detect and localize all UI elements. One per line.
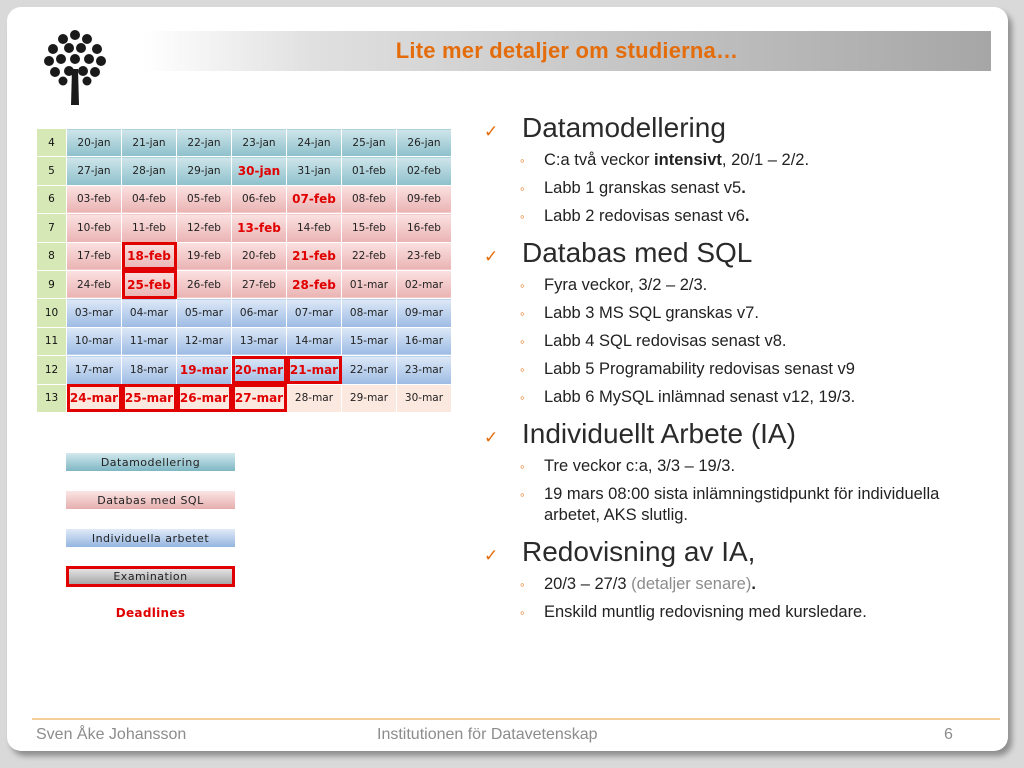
deadline-date-cell: 20-mar — [232, 356, 287, 384]
date-cell: 19-feb — [177, 242, 232, 270]
bullet-section — [484, 536, 984, 623]
sub-bullet-item — [520, 303, 984, 324]
date-cell: 02-feb — [397, 157, 452, 185]
bullet-circle-icon: ◦ — [520, 153, 525, 168]
bullet-text: . — [744, 207, 750, 225]
date-cell: 05-feb — [177, 185, 232, 213]
checkmark-icon: ✓ — [484, 546, 499, 565]
deadline-date-cell: 07-feb — [287, 185, 342, 213]
bullet-text: Fyra veckor, 3/2 – 2/3. — [544, 276, 708, 294]
week-number: 12 — [37, 356, 67, 384]
bullet-text: Tre veckor c:a, 3/3 – 19/3. — [544, 457, 736, 475]
date-cell: 25-jan — [342, 129, 397, 157]
date-cell: 06-mar — [232, 299, 287, 327]
checkmark-icon: ✓ — [484, 247, 499, 266]
date-cell: 30-mar — [397, 384, 452, 412]
slide-title: Lite mer detaljer om studierna… — [395, 38, 739, 63]
deadline-date-cell: 21-feb — [287, 242, 342, 270]
bullet-circle-icon: ◦ — [520, 362, 525, 377]
bullet-text: C:a två veckor — [544, 151, 655, 169]
bullet-circle-icon: ◦ — [520, 459, 525, 474]
bullet-circle-icon: ◦ — [520, 278, 525, 293]
week-number: 8 — [37, 242, 67, 270]
bullet-text: 19 mars 08:00 sista inlämningstidpunkt för individuella arbetet, AKS slutlig. — [544, 485, 940, 524]
date-cell: 15-feb — [342, 214, 397, 242]
date-cell: 31-jan — [287, 157, 342, 185]
footer-author: Sven Åke Johansson — [36, 726, 187, 743]
date-cell: 22-feb — [342, 242, 397, 270]
bullet-text: Labb 6 MySQL inlämnad senast v12, 19/3. — [544, 388, 856, 406]
bullet-content — [484, 112, 984, 633]
date-cell: 02-mar — [397, 270, 452, 298]
date-cell: 23-mar — [397, 356, 452, 384]
schedule-row — [37, 129, 452, 157]
deadline-date-cell: 25-mar — [122, 384, 177, 412]
sub-bullet-list — [484, 456, 984, 526]
date-cell: 11-feb — [122, 214, 177, 242]
sub-bullet-item — [520, 275, 984, 296]
page-number: 6 — [944, 726, 953, 743]
date-cell: 28-mar — [287, 384, 342, 412]
date-cell: 09-feb — [397, 185, 452, 213]
checkmark-icon: ✓ — [484, 428, 499, 447]
week-number: 6 — [37, 185, 67, 213]
bullet-text: Labb 4 SQL redovisas senast v8. — [544, 332, 787, 350]
deadline-date-cell: 24-mar — [67, 384, 122, 412]
date-cell: 20-jan — [67, 129, 122, 157]
deadline-date-cell: 30-jan — [232, 157, 287, 185]
schedule-row — [37, 214, 452, 242]
date-cell: 01-mar — [342, 270, 397, 298]
bullet-section — [484, 237, 984, 408]
bullet-text: intensivt — [654, 151, 722, 169]
bullet-circle-icon: ◦ — [520, 209, 525, 224]
sub-bullet-item — [520, 456, 984, 477]
bullet-text: 20/3 – 27/3 — [544, 575, 632, 593]
legend-deadlines: Deadlines — [115, 606, 186, 620]
bullet-circle-icon: ◦ — [520, 390, 525, 405]
bullet-text: Labb 2 redovisas senast v6 — [544, 207, 745, 225]
week-number: 7 — [37, 214, 67, 242]
sub-bullet-item — [520, 331, 984, 352]
date-cell: 05-mar — [177, 299, 232, 327]
date-cell: 13-mar — [232, 327, 287, 355]
date-cell: 22-mar — [342, 356, 397, 384]
deadline-date-cell: 19-mar — [177, 356, 232, 384]
schedule-row — [37, 185, 452, 213]
date-cell: 08-mar — [342, 299, 397, 327]
date-cell: 15-mar — [342, 327, 397, 355]
sub-bullet-item — [520, 574, 984, 595]
date-cell: 06-feb — [232, 185, 287, 213]
sub-bullet-list — [484, 275, 984, 408]
tree-logo-icon — [43, 29, 107, 107]
date-cell: 23-jan — [232, 129, 287, 157]
date-cell: 18-mar — [122, 356, 177, 384]
checkmark-icon: ✓ — [484, 122, 499, 141]
date-cell: 16-mar — [397, 327, 452, 355]
date-cell: 17-feb — [67, 242, 122, 270]
schedule-row — [37, 242, 452, 270]
section-heading — [484, 536, 984, 568]
footer-divider — [32, 718, 1000, 720]
sub-bullet-item — [520, 387, 984, 408]
date-cell: 23-feb — [397, 242, 452, 270]
date-cell: 07-mar — [287, 299, 342, 327]
bullet-circle-icon: ◦ — [520, 181, 525, 196]
deadline-date-cell: 28-feb — [287, 270, 342, 298]
bullet-circle-icon: ◦ — [520, 487, 525, 502]
schedule-row — [37, 356, 452, 384]
date-cell: 11-mar — [122, 327, 177, 355]
date-cell: 21-jan — [122, 129, 177, 157]
deadline-date-cell: 26-mar — [177, 384, 232, 412]
date-cell: 08-feb — [342, 185, 397, 213]
date-cell: 26-jan — [397, 129, 452, 157]
footer-institution: Institutionen för Datavetenskap — [377, 726, 598, 743]
bullet-text: . — [741, 179, 746, 197]
deadline-date-cell: 18-feb — [122, 242, 177, 270]
section-heading-text: Datamodellering — [522, 112, 726, 143]
section-heading-text: Databas med SQL — [522, 237, 753, 268]
date-cell: 16-feb — [397, 214, 452, 242]
bullet-text: Labb 5 Programability redovisas senast v9 — [544, 360, 855, 378]
sub-bullet-item — [520, 178, 984, 199]
sub-bullet-item — [520, 206, 984, 227]
deadline-date-cell: 13-feb — [232, 214, 287, 242]
sub-bullet-item — [520, 484, 984, 526]
legend-individuella-arbetet: Individuella arbetet — [66, 529, 235, 547]
bullet-circle-icon: ◦ — [520, 605, 525, 620]
date-cell: 27-jan — [67, 157, 122, 185]
bullet-section — [484, 418, 984, 526]
date-cell: 29-mar — [342, 384, 397, 412]
date-cell: 24-feb — [67, 270, 122, 298]
bullet-circle-icon: ◦ — [520, 306, 525, 321]
date-cell: 01-feb — [342, 157, 397, 185]
legend-datamodellering: Datamodellering — [66, 453, 235, 471]
date-cell: 22-jan — [177, 129, 232, 157]
date-cell: 10-mar — [67, 327, 122, 355]
deadline-date-cell: 21-mar — [287, 356, 342, 384]
date-cell: 17-mar — [67, 356, 122, 384]
schedule-row — [37, 384, 452, 412]
date-cell: 29-jan — [177, 157, 232, 185]
section-heading — [484, 237, 984, 269]
date-cell: 24-jan — [287, 129, 342, 157]
date-cell: 28-jan — [122, 157, 177, 185]
date-cell: 12-mar — [177, 327, 232, 355]
bullet-text: (detaljer senare) — [631, 575, 752, 593]
week-number: 11 — [37, 327, 67, 355]
legend-examination: Examination — [66, 566, 235, 587]
section-heading — [484, 112, 984, 144]
sub-bullet-list — [484, 574, 984, 623]
schedule-row — [37, 157, 452, 185]
date-cell: 03-feb — [67, 185, 122, 213]
bullet-section — [484, 112, 984, 227]
bullet-text: Labb 1 granskas senast v5 — [544, 179, 742, 197]
sub-bullet-item — [520, 602, 984, 623]
date-cell: 10-feb — [67, 214, 122, 242]
section-heading-text: Individuellt Arbete (IA) — [522, 418, 796, 449]
deadline-date-cell: 25-feb — [122, 270, 177, 298]
section-heading — [484, 418, 984, 450]
bullet-text: . — [751, 575, 756, 593]
sub-bullet-list — [484, 150, 984, 227]
date-cell: 04-mar — [122, 299, 177, 327]
bullet-text: Labb 3 MS SQL granskas v7. — [544, 304, 759, 322]
date-cell: 04-feb — [122, 185, 177, 213]
date-cell: 26-feb — [177, 270, 232, 298]
date-cell: 03-mar — [67, 299, 122, 327]
legend-databas-med-sql: Databas med SQL — [66, 491, 235, 509]
sub-bullet-item — [520, 359, 984, 380]
date-cell: 14-feb — [287, 214, 342, 242]
deadline-date-cell: 27-mar — [232, 384, 287, 412]
date-cell: 12-feb — [177, 214, 232, 242]
schedule-row — [37, 270, 452, 298]
schedule-table — [36, 128, 452, 413]
bullet-text: Enskild muntlig redovisning med kursledare. — [544, 603, 867, 621]
date-cell: 14-mar — [287, 327, 342, 355]
date-cell: 20-feb — [232, 242, 287, 270]
week-number: 10 — [37, 299, 67, 327]
date-cell: 27-feb — [232, 270, 287, 298]
schedule-row — [37, 299, 452, 327]
week-number: 4 — [37, 129, 67, 157]
bullet-circle-icon: ◦ — [520, 577, 525, 592]
date-cell: 09-mar — [397, 299, 452, 327]
week-number: 13 — [37, 384, 67, 412]
sub-bullet-item — [520, 150, 984, 171]
bullet-circle-icon: ◦ — [520, 334, 525, 349]
bullet-text: , 20/1 – 2/2. — [721, 151, 810, 169]
section-heading-text: Redovisning av IA, — [522, 536, 756, 567]
week-number: 9 — [37, 270, 67, 298]
schedule-row — [37, 327, 452, 355]
week-number: 5 — [37, 157, 67, 185]
title-bar — [143, 31, 991, 71]
